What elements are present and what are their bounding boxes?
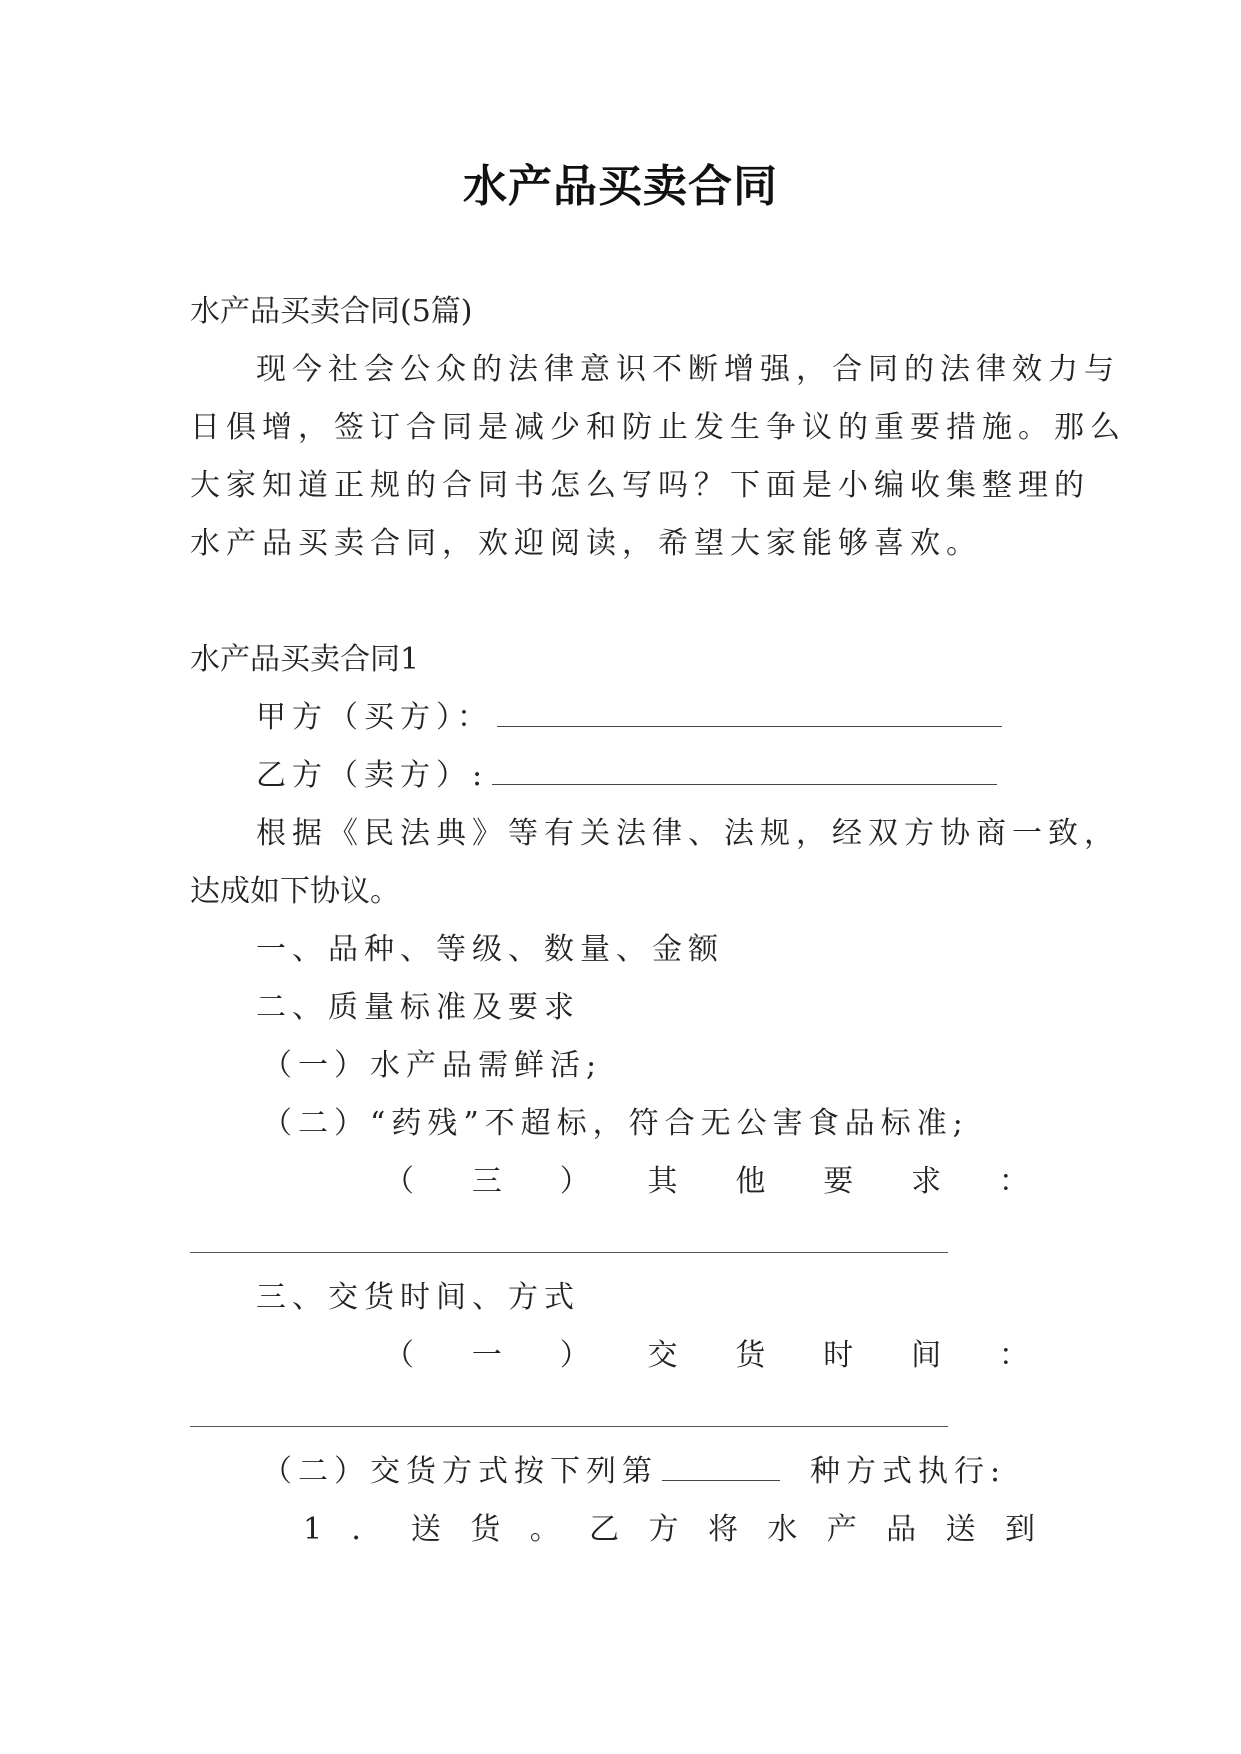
spread-char: 货 — [735, 1338, 766, 1373]
spread-char: ） — [559, 1164, 590, 1199]
party-b-row — [256, 756, 997, 796]
clause-2-item-2: （二）“药残”不超标，符合无公害食品标准; — [262, 1106, 969, 1141]
spread-char: 时 — [823, 1338, 854, 1373]
spread-char: 其 — [647, 1164, 678, 1199]
spread-char: 方 — [648, 1512, 679, 1547]
spread-char: ： — [998, 1164, 1029, 1199]
spread-char: 间 — [911, 1338, 942, 1373]
spread-char: 求 — [911, 1164, 942, 1199]
party-b-blank — [492, 760, 997, 785]
clause-3-item-2-suffix: 种方式执行: — [810, 1454, 1007, 1489]
document-title: 水产品买卖合同 — [463, 161, 778, 212]
document-subtitle: 水产品买卖合同(5篇) — [190, 294, 473, 329]
spread-char: 要 — [823, 1164, 854, 1199]
spread-char: 货 — [470, 1512, 501, 1547]
clause-3-heading: 三、交货时间、方式 — [256, 1280, 580, 1315]
spread-char: 产 — [826, 1512, 857, 1547]
intro-line-1: 现今社会公众的法律意识不断增强，合同的法律效力与 — [256, 352, 1120, 387]
clause-1-heading: 一、品种、等级、数量、金额 — [256, 932, 724, 967]
spread-char: 三 — [471, 1164, 502, 1199]
clause-2-item-3 — [384, 1162, 1029, 1202]
party-b-label: 乙方（卖方）: — [256, 758, 489, 793]
clause-3-item-1-blank — [190, 1426, 948, 1427]
spread-char: 品 — [886, 1512, 917, 1547]
spread-char: ． — [351, 1512, 382, 1547]
clause-2-item-1: （一）水产品需鲜活; — [262, 1048, 603, 1083]
basis-line-1: 根据《民法典》等有关法律、法规，经双方协商一致， — [256, 816, 1120, 851]
spread-char: 水 — [767, 1512, 798, 1547]
clause-3-item-1 — [384, 1336, 1029, 1376]
spread-char: 送 — [410, 1512, 441, 1547]
spread-char: 到 — [1004, 1512, 1035, 1547]
basis-line-2: 达成如下协议。 — [190, 874, 400, 909]
clause-3-item-2-prefix: （二）交货方式按下列第 — [262, 1454, 658, 1489]
intro-line-2: 日俱增，签订合同是减少和防止发生争议的重要措施。那么 — [190, 410, 1126, 445]
intro-line-4: 水产品买卖合同，欢迎阅读，希望大家能够喜欢。 — [190, 526, 982, 561]
delivery-option-1 — [303, 1510, 1035, 1550]
intro-line-3: 大家知道正规的合同书怎么写吗？下面是小编收集整理的 — [190, 468, 1090, 503]
spread-char: ） — [559, 1338, 590, 1373]
party-a-label: 甲方（买方）： — [256, 700, 493, 735]
spread-char: 一 — [471, 1338, 502, 1373]
clause-2-item-3-blank — [190, 1252, 948, 1253]
spread-char: （ — [384, 1164, 414, 1199]
spread-char: （ — [384, 1338, 414, 1373]
spread-char: 将 — [707, 1512, 738, 1547]
spread-char: 他 — [735, 1164, 766, 1199]
clause-2-heading: 二、质量标准及要求 — [256, 990, 580, 1025]
clause-3-item-2 — [262, 1452, 1006, 1492]
spread-char: 交 — [647, 1338, 678, 1373]
spread-char: 乙 — [589, 1512, 620, 1547]
section-heading: 水产品买卖合同1 — [190, 642, 420, 677]
spread-char: 。 — [529, 1512, 560, 1547]
party-a-blank — [497, 702, 1002, 727]
spread-char: ： — [998, 1338, 1029, 1373]
spread-char: 1 — [303, 1512, 323, 1547]
party-a-row — [256, 698, 1002, 738]
delivery-method-blank — [662, 1456, 780, 1481]
spread-char: 送 — [945, 1512, 976, 1547]
